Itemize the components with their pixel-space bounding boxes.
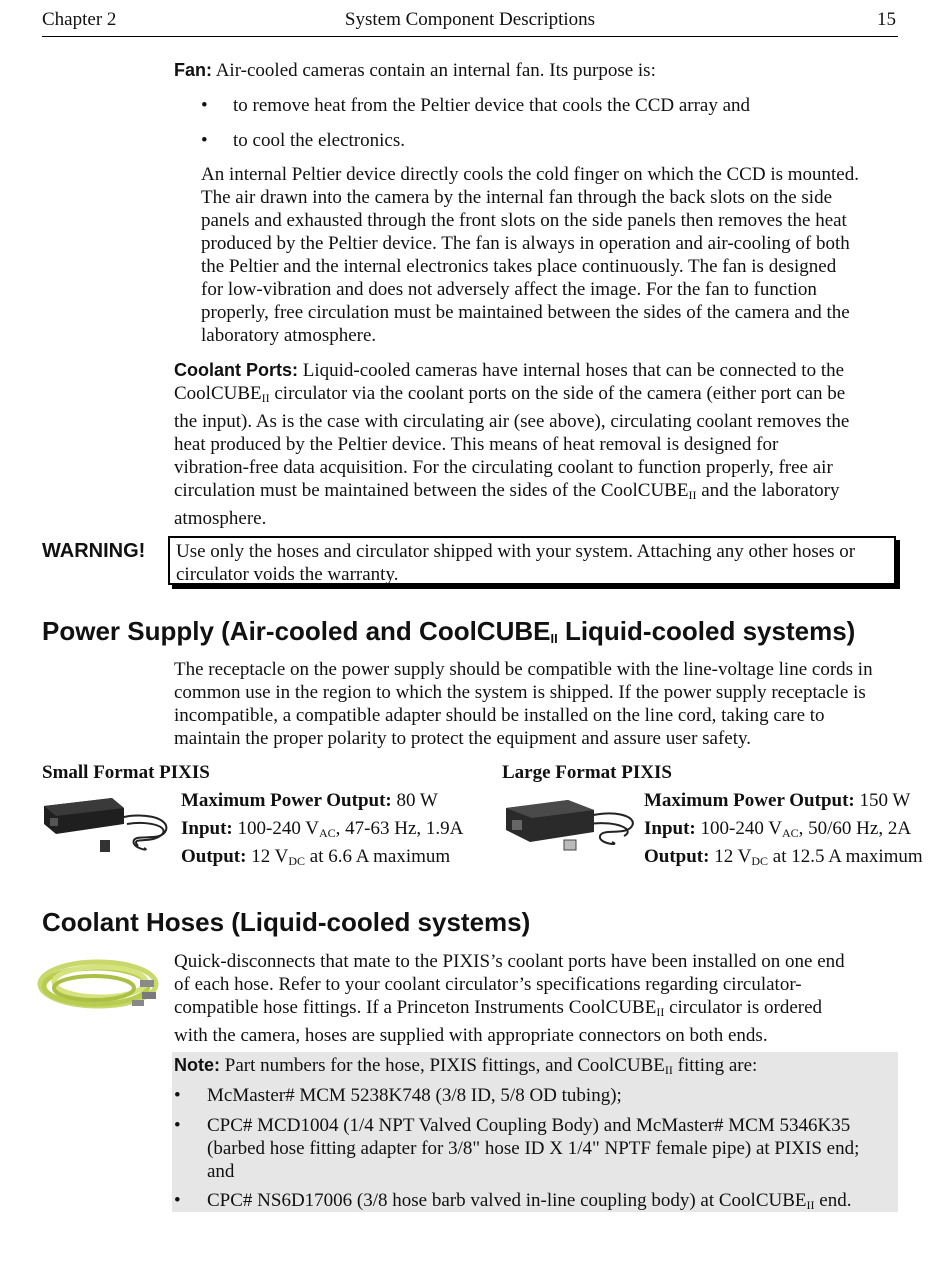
fan-body-line: produced by the Peltier device. The fan is always in operation and air-cooling of both (201, 233, 850, 254)
coolant-ports-line: Liquid-cooled cameras have internal hoses that can be connected to the (302, 360, 845, 381)
spec-label: Input: (644, 818, 696, 839)
large-format-title: Large Format PIXIS (502, 762, 672, 783)
large-output (644, 846, 923, 869)
subscript: DC (288, 854, 306, 868)
header-title: System Component Descriptions (344, 9, 596, 30)
fan-bullet-text: to remove heat from the Peltier device that cools the CCD array and (233, 95, 751, 116)
fan-body-line: The air drawn into the camera by the internal fan through the back slots on the side (201, 187, 833, 208)
hoses-body-line: with the camera, hoses are supplied with appropriate connectors on both ends. (174, 1025, 768, 1046)
spec-value: 150 W (854, 790, 911, 811)
page-number: 15 (877, 9, 896, 30)
coolant-ports-text: circulation must be maintained between the sides of the CoolCUBE (174, 480, 689, 501)
fan-body (201, 163, 859, 347)
note-bullet-line: and (207, 1161, 235, 1182)
spec-value: at 12.5 A maximum (768, 846, 923, 867)
fan-bullet-text: to cool the electronics. (233, 130, 405, 151)
spec-label: Output: (181, 846, 247, 867)
spec-value: 100-240 V (695, 818, 782, 839)
fan-body-line: An internal Peltier device directly cools the cold finger on which the CCD is mounted. (201, 164, 859, 185)
warning-box (168, 536, 896, 585)
note-lead: Note: (174, 1055, 220, 1075)
spec-value: , 50/60 Hz, 2A (798, 818, 912, 839)
small-max-power (181, 790, 438, 812)
chapter-label: Chapter 2 (42, 9, 117, 30)
spec-value: 12 V (246, 846, 289, 867)
subscript: II (664, 1063, 673, 1077)
small-format-title: Small Format PIXIS (42, 762, 210, 783)
warning-label: WARNING! (42, 540, 146, 562)
power-supply-heading (42, 616, 855, 654)
coolant-ports-paragraph (174, 359, 849, 530)
hoses-body-line: of each hose. Refer to your coolant circulator’s specifications regarding circulator- (174, 974, 802, 995)
spec-value: at 6.6 A maximum (305, 846, 451, 867)
heading-text: Power Supply (Air-cooled and CoolCUBE (42, 616, 551, 646)
fan-intro (174, 59, 656, 82)
large-input (644, 818, 911, 841)
power-body-line: common use in the region to which the system is shipped. If the power supply receptacle is (174, 682, 866, 703)
coolant-ports-text: CoolCUBE (174, 383, 262, 404)
fan-body-line: panels and exhausted through the front slots on the side panels then removes the heat (201, 210, 847, 231)
fan-body-line: properly, free circulation must be maintained between the sides of the camera and the (201, 302, 850, 323)
bullet-dot: • (201, 95, 208, 116)
warning-text-line: circulator voids the warranty. (176, 564, 399, 585)
spec-label: Maximum Power Output: (644, 790, 855, 811)
note-box (172, 1052, 898, 1212)
bullet-dot: • (174, 1190, 181, 1211)
fan-body-line: laboratory atmosphere. (201, 325, 377, 346)
warning-text-line: Use only the hoses and circulator shipped with your system. Attaching any other hoses or (176, 541, 856, 562)
spec-value: 80 W (391, 790, 438, 811)
coolant-ports-text: and the laboratory (696, 480, 840, 501)
bullet-dot: • (174, 1115, 181, 1136)
coolant-hose-image (36, 950, 164, 1022)
small-input (181, 818, 463, 841)
coolant-hoses-body (174, 950, 845, 1047)
subscript: DC (751, 854, 769, 868)
note-text: Part numbers for the hose, PIXIS fittings, and CoolCUBE (220, 1055, 665, 1076)
note-text: end. (814, 1190, 852, 1211)
note-text: fitting are: (672, 1055, 758, 1076)
coolant-hoses-heading: Coolant Hoses (Liquid-cooled systems) (42, 907, 531, 937)
coolant-ports-line: the input). As is the case with circulating air (see above), circulating coolant removes the (174, 411, 850, 432)
running-header (42, 6, 898, 37)
small-output (181, 846, 450, 869)
bullet-dot: • (201, 130, 208, 151)
hoses-body-line: Quick-disconnects that mate to the PIXIS’s coolant ports have been installed on one end (174, 951, 845, 972)
spec-label: Output: (644, 846, 710, 867)
spec-label: Input: (181, 818, 233, 839)
power-body-line: The receptacle on the power supply should be compatible with the line-voltage line cords in (174, 659, 873, 680)
subscript: AC (781, 826, 799, 840)
note-bullet-line: CPC# MCD1004 (1/4 NPT Valved Coupling Body) and McMaster# MCM 5346K35 (207, 1115, 851, 1136)
coolant-ports-lead: Coolant Ports: (174, 360, 298, 380)
subscript: II (550, 631, 558, 646)
heading-text: Liquid-cooled systems) (557, 616, 856, 646)
small-power-supply-image (42, 790, 176, 856)
subscript: II (261, 391, 270, 405)
coolant-ports-line: atmosphere. (174, 508, 267, 529)
hoses-body-text: compatible hose fittings. If a Princeton Instruments CoolCUBE (174, 997, 657, 1018)
spec-label: Maximum Power Output: (181, 790, 392, 811)
fan-lead: Fan: (174, 60, 212, 80)
note-bullet-1: McMaster# MCM 5238K748 (3/8 ID, 5/8 OD tubing); (207, 1085, 622, 1106)
large-max-power (644, 790, 910, 812)
subscript: II (688, 488, 697, 502)
subscript: AC (318, 826, 336, 840)
coolant-ports-line: vibration-free data acquisition. For the circulating coolant to function properly, free air (174, 457, 833, 478)
spec-value: , 47-63 Hz, 1.9A (335, 818, 464, 839)
coolant-ports-text: circulator via the coolant ports on the side of the camera (either port can be (269, 383, 846, 404)
spec-value: 100-240 V (232, 818, 319, 839)
bullet-dot: • (174, 1085, 181, 1106)
note-text: CPC# NS6D17006 (3/8 hose barb valved in-line coupling body) at CoolCUBE (207, 1190, 807, 1211)
hoses-body-text: circulator is ordered (664, 997, 823, 1018)
fan-intro-text: Air-cooled cameras contain an internal fan. Its purpose is: (215, 60, 656, 81)
subscript: II (656, 1005, 665, 1019)
power-body-line: incompatible, a compatible adapter should be installed on the line cord, taking care to (174, 705, 825, 726)
note-bullet-line: (barbed hose fitting adapter for 3/8" hose ID X 1/4" NPTF female pipe) at PIXIS end; (207, 1138, 860, 1159)
subscript: II (806, 1198, 815, 1212)
fan-body-line: for low-vibration and does not adversely affect the image. For the fan to function (201, 279, 817, 300)
power-supply-body (174, 658, 873, 750)
power-body-line: maintain the proper polarity to protect the equipment and assure user safety. (174, 728, 752, 749)
note-bullet-2 (207, 1114, 859, 1183)
spec-value: 12 V (709, 846, 752, 867)
large-power-supply-image (502, 790, 640, 856)
note-bullet-3 (207, 1189, 851, 1217)
fan-body-line: the Peltier and the internal electronics takes place continuously. The fan is designed (201, 256, 837, 277)
coolant-ports-line: heat produced by the Peltier device. This means of heat removal is designed for (174, 434, 779, 455)
note-intro (174, 1054, 757, 1082)
